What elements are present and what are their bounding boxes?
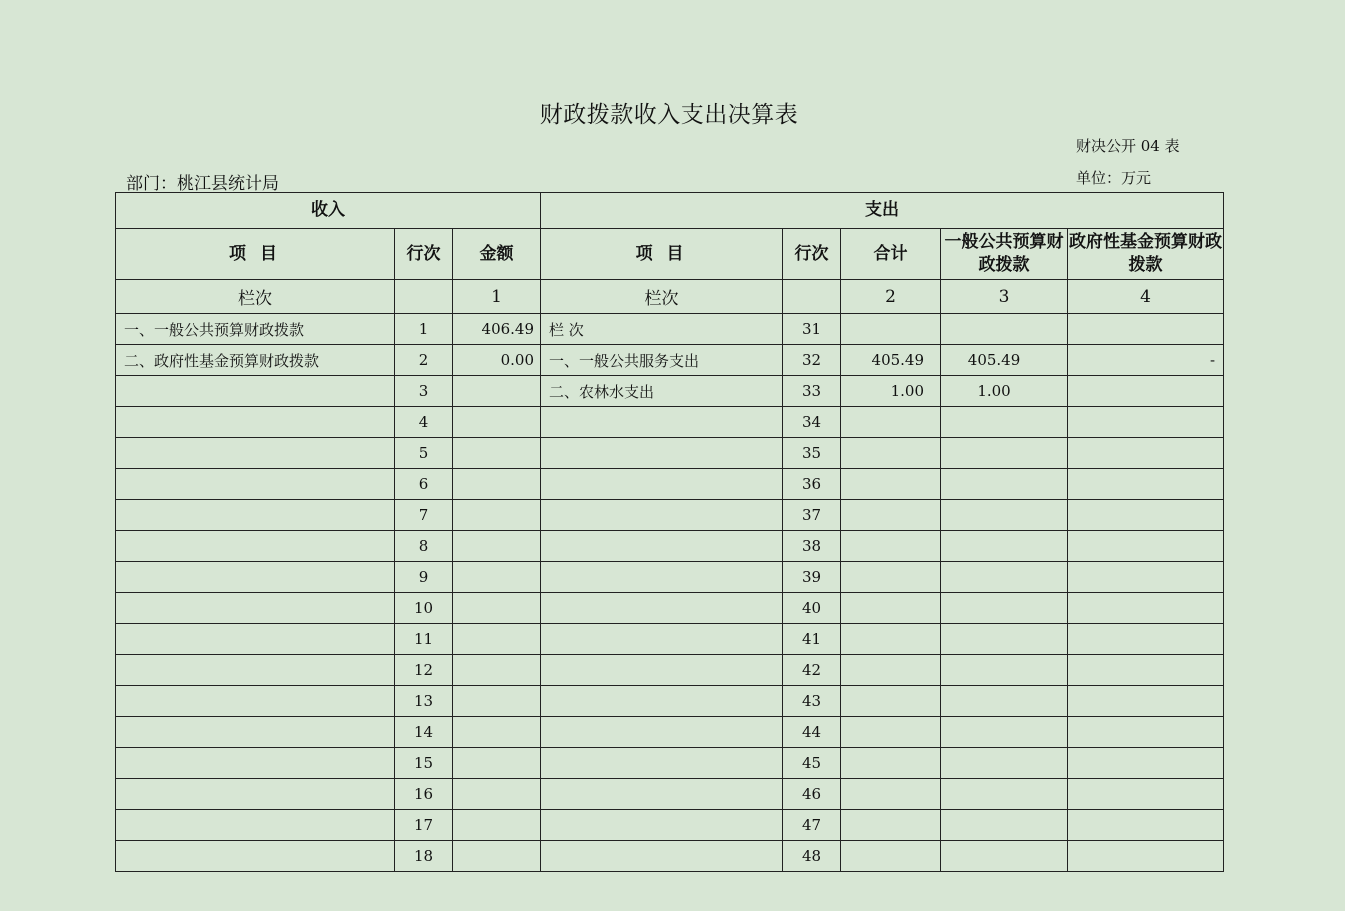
expense-general-header: 一般公共预算财政拨款: [941, 229, 1068, 280]
income-amount-cell: [453, 593, 541, 624]
income-line-cell: 1: [395, 314, 453, 345]
expense-item-cell: 一、一般公共服务支出: [541, 345, 783, 376]
expense-fund-cell: [1068, 624, 1224, 655]
table-row: [116, 655, 1224, 686]
expense-total-cell: 1.00: [841, 376, 941, 407]
income-item-cell: [116, 500, 395, 531]
expense-general-cell: [941, 655, 1068, 686]
income-amount-cell: [453, 748, 541, 779]
expense-line-header: 行次: [783, 229, 841, 280]
income-amount-cell: [453, 469, 541, 500]
expense-general-cell: [941, 314, 1068, 345]
expense-fund-cell: [1068, 779, 1224, 810]
index-expense-total: 2: [841, 280, 941, 314]
expense-fund-cell: [1068, 841, 1224, 872]
expense-fund-cell: [1068, 810, 1224, 841]
income-item-cell: [116, 655, 395, 686]
income-item-cell: [116, 531, 395, 562]
income-line-cell: 14: [395, 717, 453, 748]
expense-general-cell: [941, 748, 1068, 779]
expense-item-cell: [541, 500, 783, 531]
expense-total-cell: [841, 748, 941, 779]
expense-fund-cell: [1068, 655, 1224, 686]
expense-total-cell: [841, 438, 941, 469]
expense-total-cell: [841, 841, 941, 872]
expense-item-cell: [541, 469, 783, 500]
income-line-header: 行次: [395, 229, 453, 280]
expense-line-cell: 31: [783, 314, 841, 345]
expense-line-cell: 34: [783, 407, 841, 438]
expense-fund-cell: [1068, 593, 1224, 624]
expense-fund-cell: [1068, 717, 1224, 748]
expense-general-cell: [941, 469, 1068, 500]
income-line-cell: 5: [395, 438, 453, 469]
table-row: [116, 376, 1224, 407]
expense-total-header: 合计: [841, 229, 941, 280]
expense-item-cell: 栏 次: [541, 314, 783, 345]
expense-fund-cell: [1068, 407, 1224, 438]
expense-item-cell: [541, 624, 783, 655]
expense-line-cell: 33: [783, 376, 841, 407]
expense-line-cell: 35: [783, 438, 841, 469]
expense-total-cell: [841, 779, 941, 810]
income-line-cell: 2: [395, 345, 453, 376]
expense-total-cell: [841, 655, 941, 686]
income-amount-cell: [453, 841, 541, 872]
expense-total-cell: [841, 531, 941, 562]
income-line-cell: 8: [395, 531, 453, 562]
expense-total-cell: [841, 562, 941, 593]
income-amount-cell: [453, 376, 541, 407]
expense-line-cell: 36: [783, 469, 841, 500]
table-row: [116, 593, 1224, 624]
table-row: [116, 624, 1224, 655]
expense-item-cell: 二、农林水支出: [541, 376, 783, 407]
expense-item-cell: [541, 717, 783, 748]
expense-line-cell: 44: [783, 717, 841, 748]
expense-general-cell: [941, 593, 1068, 624]
expense-item-cell: [541, 841, 783, 872]
expense-item-cell: [541, 438, 783, 469]
expense-fund-cell: [1068, 562, 1224, 593]
income-line-cell: 6: [395, 469, 453, 500]
income-line-cell: 17: [395, 810, 453, 841]
expense-general-cell: [941, 500, 1068, 531]
table-row: [116, 810, 1224, 841]
index-income-line: [395, 280, 453, 314]
income-group-header: 收入: [116, 193, 541, 229]
table-row: [116, 841, 1224, 872]
expense-line-cell: 43: [783, 686, 841, 717]
form-code: 财决公开 04 表: [1076, 137, 1180, 155]
expense-item-cell: [541, 407, 783, 438]
income-item-cell: [116, 686, 395, 717]
expense-total-cell: [841, 593, 941, 624]
income-item-cell: [116, 469, 395, 500]
expense-fund-cell: [1068, 686, 1224, 717]
expense-general-cell: [941, 562, 1068, 593]
expense-line-cell: 32: [783, 345, 841, 376]
unit-label: 单位：万元: [1076, 169, 1152, 187]
income-amount-cell: 0.00: [453, 345, 541, 376]
table-row: [116, 748, 1224, 779]
income-amount-cell: [453, 438, 541, 469]
table-row: [116, 438, 1224, 469]
index-income-item: 栏次: [116, 280, 395, 314]
expense-line-cell: 42: [783, 655, 841, 686]
income-line-cell: 11: [395, 624, 453, 655]
column-header-row: [116, 229, 1224, 280]
expense-item-cell: [541, 810, 783, 841]
income-amount-cell: [453, 717, 541, 748]
expense-general-cell: [941, 779, 1068, 810]
expense-line-cell: 47: [783, 810, 841, 841]
income-amount-cell: [453, 655, 541, 686]
expense-line-cell: 48: [783, 841, 841, 872]
expense-fund-cell: [1068, 531, 1224, 562]
table-row: [116, 314, 1224, 345]
income-item-header: 项 目: [116, 229, 395, 280]
expense-item-cell: [541, 686, 783, 717]
expense-line-cell: 38: [783, 531, 841, 562]
page-title: 财政拨款收入支出决算表: [539, 102, 799, 128]
expense-fund-cell: [1068, 438, 1224, 469]
expense-general-cell: [941, 841, 1068, 872]
expense-general-cell: 1.00: [941, 376, 1068, 407]
income-line-cell: 9: [395, 562, 453, 593]
table-row: [116, 686, 1224, 717]
income-line-cell: 15: [395, 748, 453, 779]
expense-fund-cell: [1068, 314, 1224, 345]
table-row: [116, 562, 1224, 593]
expense-general-cell: [941, 531, 1068, 562]
expense-general-cell: [941, 717, 1068, 748]
expense-item-cell: [541, 748, 783, 779]
income-line-cell: 13: [395, 686, 453, 717]
expense-fund-cell: [1068, 748, 1224, 779]
expense-total-cell: [841, 500, 941, 531]
expense-item-cell: [541, 779, 783, 810]
income-amount-cell: [453, 779, 541, 810]
income-item-cell: [116, 593, 395, 624]
table-row: [116, 500, 1224, 531]
income-line-cell: 18: [395, 841, 453, 872]
income-item-cell: [116, 624, 395, 655]
expense-item-header: 项 目: [541, 229, 783, 280]
table-row: [116, 717, 1224, 748]
expense-total-cell: [841, 624, 941, 655]
income-amount-cell: [453, 500, 541, 531]
income-amount-cell: [453, 531, 541, 562]
income-item-cell: 二、政府性基金预算财政拨款: [116, 345, 395, 376]
expense-general-cell: [941, 686, 1068, 717]
expense-general-cell: [941, 624, 1068, 655]
expense-line-cell: 46: [783, 779, 841, 810]
income-line-cell: 7: [395, 500, 453, 531]
expense-total-cell: [841, 717, 941, 748]
expense-fund-header: 政府性基金预算财政拨款: [1068, 229, 1224, 280]
expense-item-cell: [541, 531, 783, 562]
expense-item-cell: [541, 655, 783, 686]
expense-item-cell: [541, 562, 783, 593]
income-amount-cell: [453, 407, 541, 438]
expense-total-cell: 405.49: [841, 345, 941, 376]
table-row: [116, 531, 1224, 562]
index-expense-fund: 4: [1068, 280, 1224, 314]
budget-table: [115, 192, 1224, 872]
income-item-cell: 一、一般公共预算财政拨款: [116, 314, 395, 345]
income-item-cell: [116, 717, 395, 748]
table-row: [116, 779, 1224, 810]
expense-fund-cell: -: [1068, 345, 1224, 376]
income-line-cell: 12: [395, 655, 453, 686]
income-item-cell: [116, 841, 395, 872]
index-expense-item: 栏次: [541, 280, 783, 314]
index-row: [116, 280, 1224, 314]
income-item-cell: [116, 438, 395, 469]
department-label: 部门：桃江县统计局: [126, 174, 279, 194]
income-amount-cell: [453, 624, 541, 655]
index-expense-general: 3: [941, 280, 1068, 314]
income-line-cell: 10: [395, 593, 453, 624]
expense-line-cell: 41: [783, 624, 841, 655]
index-expense-line: [783, 280, 841, 314]
expense-fund-cell: [1068, 469, 1224, 500]
income-line-cell: 4: [395, 407, 453, 438]
income-amount-cell: 406.49: [453, 314, 541, 345]
expense-item-cell: [541, 593, 783, 624]
income-item-cell: [116, 562, 395, 593]
income-item-cell: [116, 376, 395, 407]
income-item-cell: [116, 748, 395, 779]
expense-line-cell: 40: [783, 593, 841, 624]
expense-total-cell: [841, 686, 941, 717]
expense-general-cell: [941, 438, 1068, 469]
expense-line-cell: 45: [783, 748, 841, 779]
table-row: [116, 345, 1224, 376]
income-amount-cell: [453, 810, 541, 841]
income-amount-header: 金额: [453, 229, 541, 280]
income-item-cell: [116, 779, 395, 810]
income-line-cell: 16: [395, 779, 453, 810]
expense-group-header: 支出: [541, 193, 1224, 229]
expense-total-cell: [841, 469, 941, 500]
expense-total-cell: [841, 314, 941, 345]
expense-general-cell: [941, 407, 1068, 438]
expense-total-cell: [841, 407, 941, 438]
income-item-cell: [116, 407, 395, 438]
income-line-cell: 3: [395, 376, 453, 407]
income-amount-cell: [453, 686, 541, 717]
expense-fund-cell: [1068, 500, 1224, 531]
expense-line-cell: 37: [783, 500, 841, 531]
table-row: [116, 407, 1224, 438]
group-header-row: [116, 193, 1224, 229]
expense-general-cell: [941, 810, 1068, 841]
index-income-amount: 1: [453, 280, 541, 314]
expense-total-cell: [841, 810, 941, 841]
expense-fund-cell: [1068, 376, 1224, 407]
income-amount-cell: [453, 562, 541, 593]
expense-general-cell: 405.49: [941, 345, 1068, 376]
income-item-cell: [116, 810, 395, 841]
table-row: [116, 469, 1224, 500]
expense-line-cell: 39: [783, 562, 841, 593]
